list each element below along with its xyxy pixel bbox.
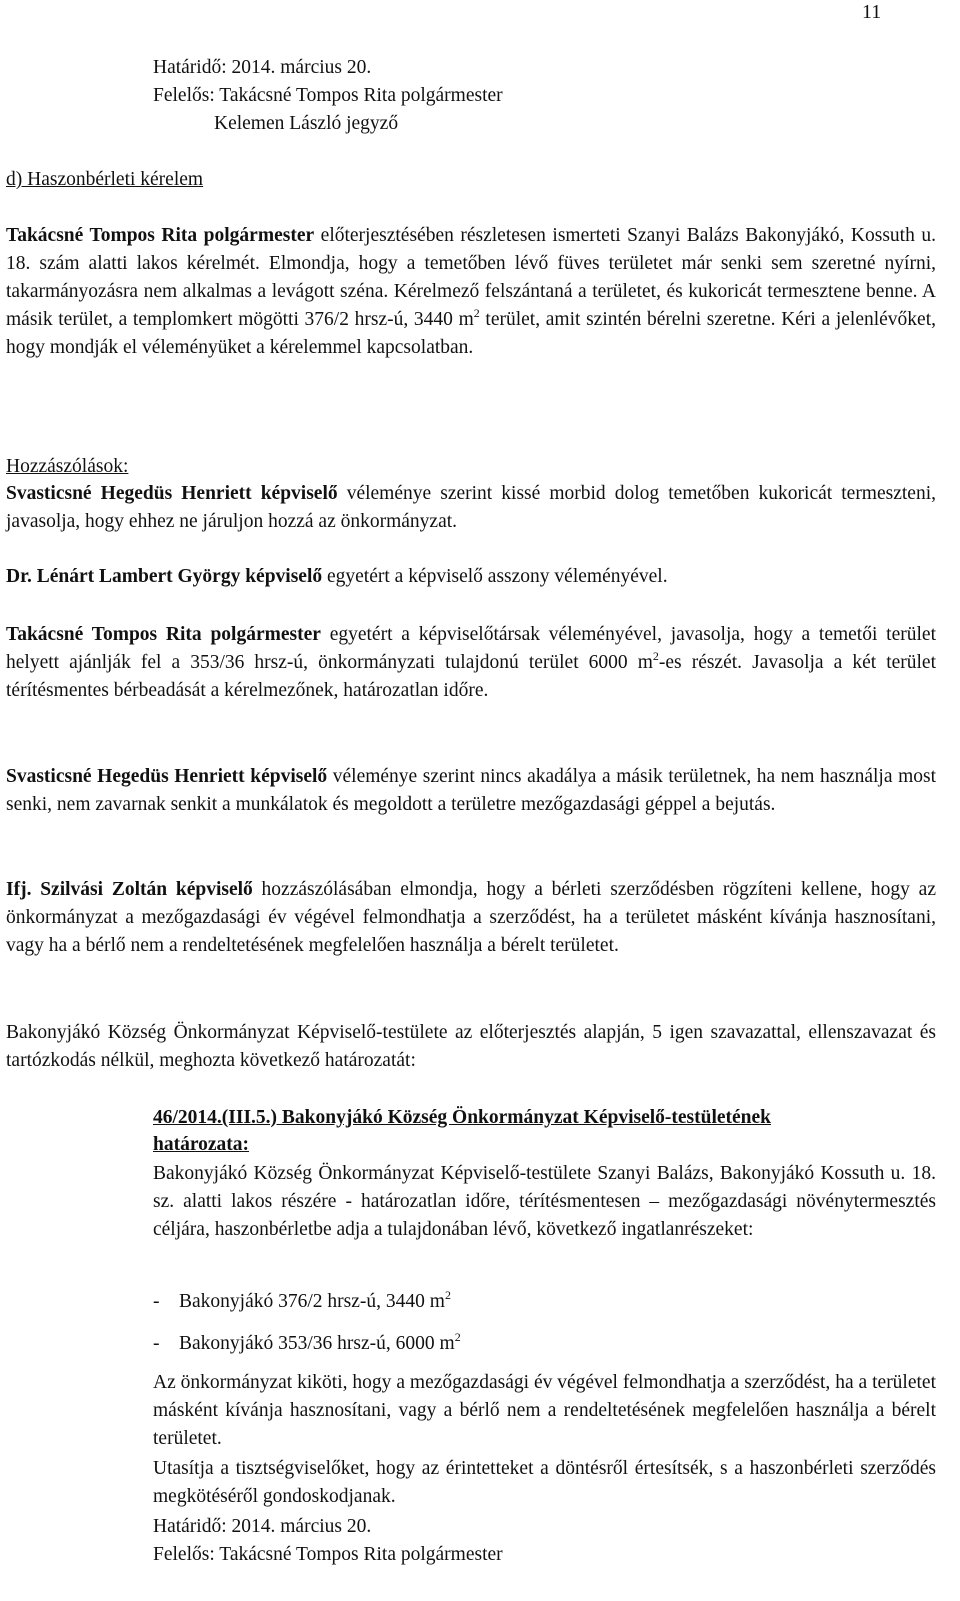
comment-3 (6, 621, 936, 705)
section-title: d) Haszonbérleti kérelem (6, 169, 204, 190)
intro-text-2: terület, amit szintén bérelni szeretne. Kéri a jelenlévőket, hogy mondják el véleményüket a kérelemmel kapcsolatban. (6, 309, 936, 358)
comment-4-speaker: Svasticsné Hegedüs Henriett képviselő (6, 766, 328, 787)
comment-3-speaker: Takácsné Tompos Rita polgármester (6, 624, 321, 645)
decision-item-2 (153, 1330, 461, 1358)
vote-paragraph: Bakonyjákó Község Önkormányzat Képviselő-testülete az előterjesztés alapján, 5 igen szavazattal, ellenszavazat és tartózkodás nélkül, meghozta következő határozatát: (6, 1022, 936, 1071)
top-deadline: Határidő: 2014. március 20. (153, 57, 372, 78)
decision-responsible: Felelős: Takácsné Tompos Rita polgármester (153, 1544, 503, 1565)
comment-3-text: egyetért a képviselőtársak véleményével, javasolja, hogy a temetői terület helyett ajánlják fel a 353/36 hrsz-ú, önkormányzati tulajdonú terület 6000 m (6, 624, 936, 673)
decision-item-1 (153, 1288, 451, 1316)
comment-4 (6, 763, 936, 819)
intro-paragraph (6, 222, 936, 362)
comment-3-sup: 2 (652, 649, 659, 663)
comment-3-text-2: -es részét. Javasolja a két terület térítésmentes bérbeadását a kérelmezőnek, határozatlan időre. (6, 652, 937, 701)
comment-5-speaker: Ifj. Szilvási Zoltán képviselő (6, 879, 253, 900)
decision-deadline: Határidő: 2014. március 20. (153, 1516, 372, 1537)
comment-1-text: véleménye szerint kissé morbid dolog temetőben kukoricát termeszteni, javasolja, hogy ehhez ne járuljon hozzá az önkormányzat. (6, 483, 936, 532)
comment-5 (6, 876, 936, 960)
comment-2-speaker: Dr. Lénárt Lambert György képviselő (6, 566, 323, 587)
decision-item-1-text: Bakonyjákó 376/2 hrsz-ú, 3440 m (179, 1291, 445, 1312)
decision-body: Bakonyjákó Község Önkormányzat Képviselő-testülete Szanyi Balázs, Bakonyjákó Kossuth u. 18. sz. alatti lakos részére - határozatlan időre, térítésmentesen – mezőgazdasági növénytermesztés céljára, haszonbérletbe adja a tulajdonában lévő, következő ingatlanrészeket: (153, 1163, 936, 1240)
comment-4-text: véleménye szerint nincs akadálya a másik területnek, ha nem használja most senki, nem zavarnak senkit a munkálatok és megoldott a területre mezőgazdasági géppel a bejutás. (6, 766, 937, 815)
comment-1-speaker: Svasticsné Hegedüs Henriett képviselő (6, 483, 338, 504)
decision-item-2-text: Bakonyjákó 353/36 hrsz-ú, 6000 m (179, 1333, 455, 1354)
decision-heading-2: határozata: (153, 1134, 250, 1155)
decision-instruction: Utasítja a tisztségviselőket, hogy az érintetteket a döntésről értesítsék, s a haszonbérleti szerződés megkötéséről gondoskodjanak. (153, 1458, 936, 1507)
intro-sup: 2 (473, 306, 480, 320)
page-number: 11 (862, 1, 882, 23)
comment-2-text: egyetért a képviselő asszony véleményével. (322, 566, 668, 587)
top-responsible: Felelős: Takácsné Tompos Rita polgármester (153, 85, 503, 106)
intro-text-1: előterjesztésében részletesen ismerteti Szanyi Balázs Bakonyjákó, Kossuth u. 18. szám alatti lakos kérelmét. Elmondja, hogy a temetőben lévő füves területet már senki sem szeretné nyírni, takarmányozásra nem alkalmas a levágott széna. Kérelmező felszántaná a területet, és kukoricát termesztene benne. A másik terület, a templomkert mögötti 376/2 hrsz-ú, 3440 m (6, 225, 936, 330)
comment-1 (6, 480, 936, 536)
decision-item-1-dash: - (153, 1291, 160, 1312)
comment-5-text: hozzászólásában elmondja, hogy a bérleti szerződésben rögzíteni kellene, hogy az önkormányzat a mezőgazdasági év végével felmondhatja a szerződést, ha a területet másként kívánja hasznosítani, vagy ha a bérlő nem a rendeltetésének megfelelően használja a bérelt területet. (6, 879, 936, 956)
comment-2 (6, 563, 936, 591)
decision-item-2-sup: 2 (454, 1330, 461, 1344)
top-responsible-2: Kelemen László jegyző (214, 113, 399, 134)
intro-speaker: Takácsné Tompos Rita polgármester (6, 225, 315, 246)
decision-heading-1: 46/2014.(III.5.) Bakonyjákó Község Önkormányzat Képviselő-testületének (153, 1107, 772, 1128)
decision-item-2-dash: - (153, 1333, 160, 1354)
comments-label: Hozzászólások: (6, 456, 129, 477)
decision-clause: Az önkormányzat kiköti, hogy a mezőgazdasági év végével felmondhatja a szerződést, ha a területet másként kívánja hasznosítani, vagy a bérlő nem a rendeltetésének megfelelően használja a bérelt területet. (153, 1372, 936, 1449)
decision-item-1-sup: 2 (444, 1288, 451, 1302)
